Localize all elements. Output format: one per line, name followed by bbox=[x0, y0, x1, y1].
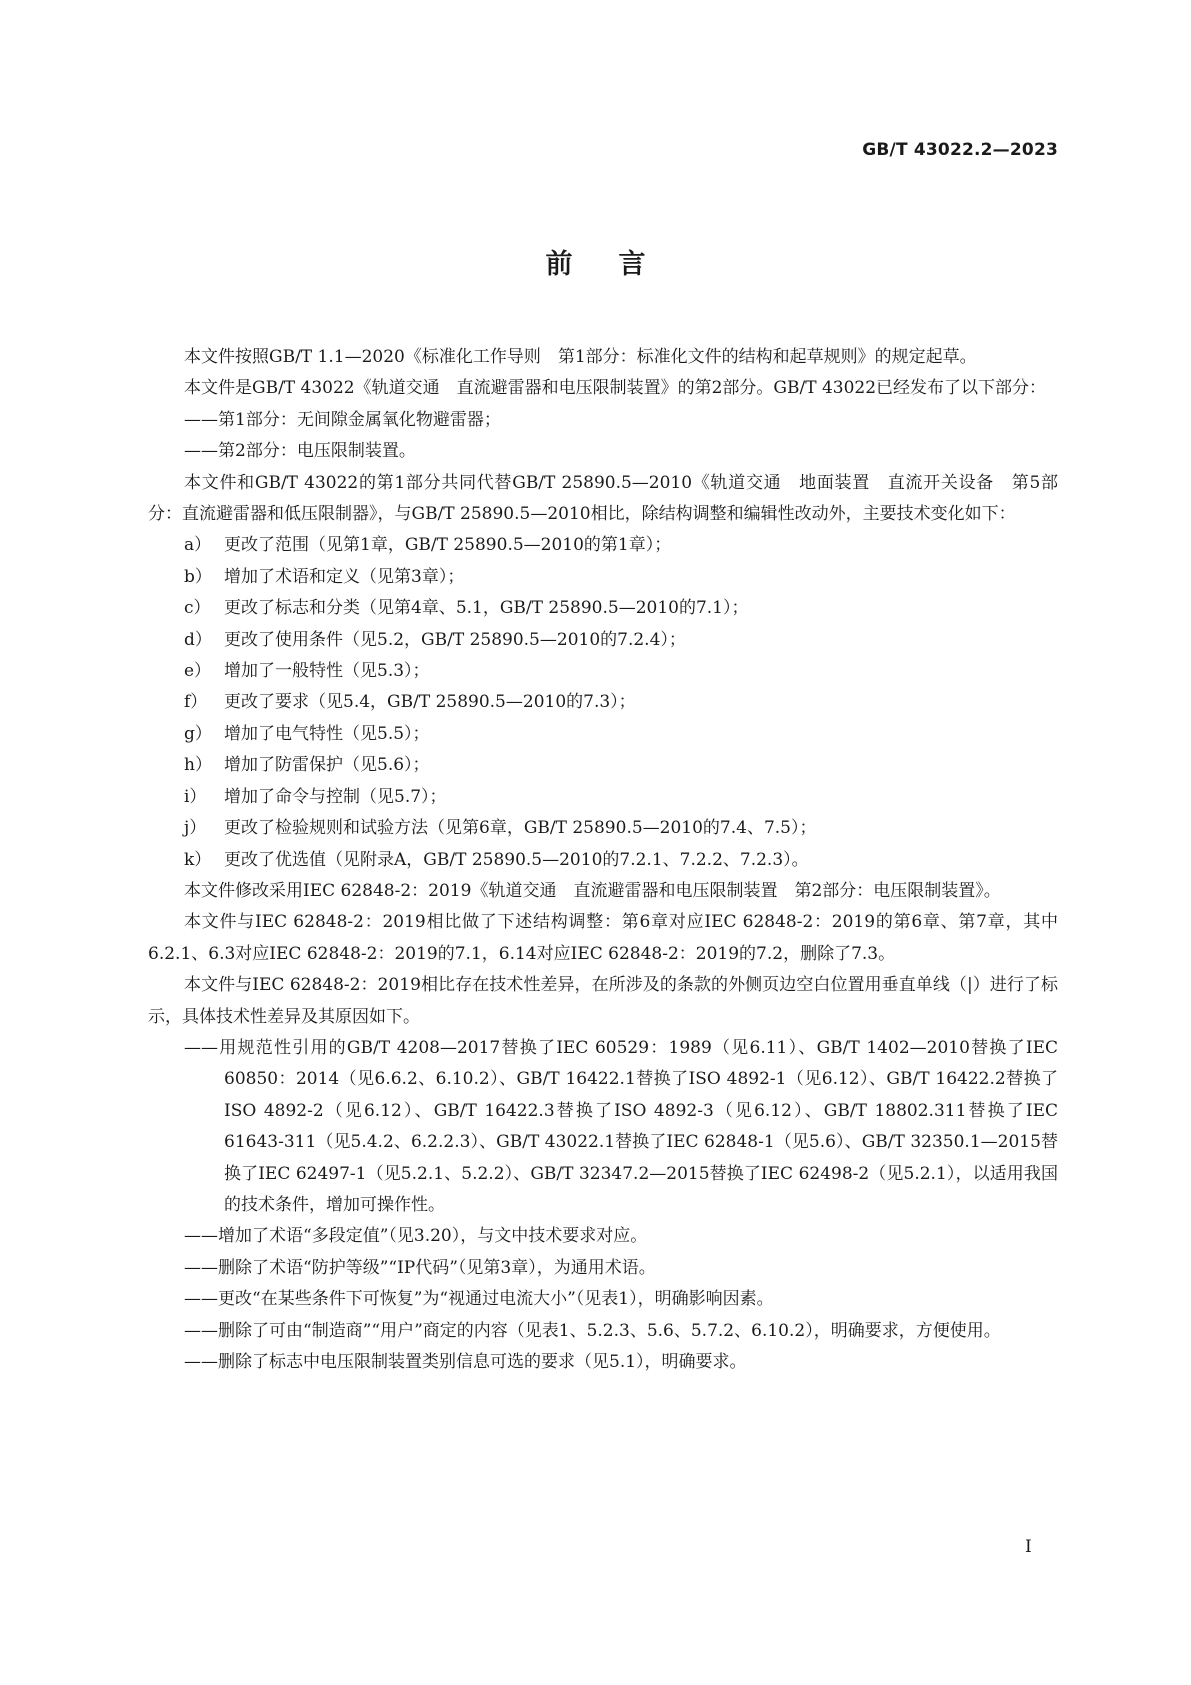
change-item-mark: c） bbox=[184, 598, 211, 619]
paragraph-replacement: 本文件和GB/T 43022的第1部分共同代替GB/T 25890.5—2010《轨道交通 地面装置 直流开关设备 第5部分：直流避雷器和低压限制器》，与GB/T 25890.5—2010相比，除结构调整和编辑性改动外，主要技术变化如下： bbox=[148, 472, 1058, 525]
difference-item-ip-terms: ——删除了术语“防护等级”“IP代码”（见第3章），为通用术语。 bbox=[184, 1257, 656, 1278]
change-item-f bbox=[148, 687, 1058, 718]
preface-body bbox=[148, 342, 1058, 1378]
change-item-text: 更改了标志和分类（见第4章、5.1，GB/T 25890.5—2010的7.1）； bbox=[224, 598, 749, 619]
change-item-d bbox=[148, 625, 1058, 656]
change-item-mark: k） bbox=[184, 849, 212, 870]
change-item-e bbox=[148, 656, 1058, 687]
change-item-text: 增加了术语和定义（见第3章）； bbox=[224, 566, 465, 587]
page-title: 前言 bbox=[545, 249, 692, 280]
paragraph-iec-adoption: 本文件修改采用IEC 62848-2：2019《轨道交通 直流避雷器和电压限制装置 第2部分：电压限制装置》。 bbox=[184, 880, 1001, 901]
difference-item-recovery: ——更改“在某些条件下可恢复”为“视通过电流大小”（见表1），明确影响因素。 bbox=[184, 1289, 774, 1310]
page-number: I bbox=[1025, 1537, 1032, 1557]
change-item-text: 更改了范围（见第1章，GB/T 25890.5—2010的第1章）； bbox=[224, 535, 672, 556]
change-item-i bbox=[148, 782, 1058, 813]
change-item-c bbox=[148, 593, 1058, 624]
difference-item-multi-setting: ——增加了术语“多段定值”（见3.20），与文中技术要求对应。 bbox=[184, 1226, 648, 1247]
change-item-mark: d） bbox=[184, 629, 212, 650]
change-item-text: 增加了电气特性（见5.5）； bbox=[224, 723, 430, 744]
change-item-mark: b） bbox=[184, 566, 212, 587]
change-item-j bbox=[148, 813, 1058, 844]
list-item-part-2: ——第2部分：电压限制装置。 bbox=[184, 441, 416, 462]
standard-number: GB/T 43022.2—2023 bbox=[862, 140, 1058, 160]
change-item-text: 增加了一般特性（见5.3）； bbox=[224, 661, 430, 682]
change-item-text: 更改了检验规则和试验方法（见第6章，GB/T 25890.5—2010的7.4、7.5）； bbox=[224, 818, 817, 839]
change-item-mark: e） bbox=[184, 661, 212, 682]
change-item-g bbox=[148, 719, 1058, 750]
change-item-mark: g） bbox=[184, 723, 212, 744]
paragraph-drafting-rules: 本文件按照GB/T 1.1—2020《标准化工作导则 第1部分：标准化文件的结构和起草规则》的规定起草。 bbox=[184, 347, 977, 367]
change-item-text: 更改了优选值（见附录A，GB/T 25890.5—2010的7.2.1、7.2.2、7.2.3）。 bbox=[224, 849, 809, 870]
difference-item-manufacturer-user: ——删除了可由“制造商”“用户”商定的内容（见表1、5.2.3、5.6、5.7.2、6.10.2），明确要求，方便使用。 bbox=[184, 1320, 1001, 1341]
change-item-mark: h） bbox=[184, 755, 212, 776]
difference-item-normative-references: ——用规范性引用的GB/T 4208—2017替换了IEC 60529：1989（见6.11）、GB/T 1402—2010替换了IEC 60850：2014（见6.6.2、6.10.2）、GB/T 16422.1替换了ISO 4892-1（见6.12）、GB/T 16422.2替换了ISO 4892-2（见6.12）、GB/T 16422.3替换了ISO 4892-3（见6.12）、GB/T 18802.311替换了IEC 61643-311（见5.4.2、6.2.2.3）、GB/T 43022.1替换了IEC 62848-1（见5.6）、GB/T 32350.1—2015替换了IEC 62497-1（见5.2.1、5.2.2）、GB/T 32347.2—2015替换了IEC 62498-2（见5.2.1），以适用我国的技术条件，增加可操作性。 bbox=[184, 1037, 1058, 1215]
change-item-k bbox=[148, 845, 1058, 876]
paragraph-technical-differences: 本文件与IEC 62848-2：2019相比存在技术性差异，在所涉及的条款的外侧页边空白位置用垂直单线（|）进行了标示，具体技术性差异及其原因如下。 bbox=[148, 975, 1058, 1027]
change-item-mark: j） bbox=[184, 818, 207, 839]
change-item-text: 增加了防雷保护（见5.6）； bbox=[224, 755, 430, 776]
change-item-mark: a） bbox=[184, 535, 212, 556]
change-item-a bbox=[148, 530, 1058, 561]
paragraph-part-statement: 本文件是GB/T 43022《轨道交通 直流避雷器和电压限制装置》的第2部分。GB/T 43022已经发布了以下部分： bbox=[184, 378, 1047, 399]
change-item-text: 更改了要求（见5.4，GB/T 25890.5—2010的7.3）； bbox=[224, 692, 636, 713]
change-item-h bbox=[148, 750, 1058, 781]
change-item-mark: i） bbox=[184, 786, 207, 807]
change-item-text: 增加了命令与控制（见5.7）； bbox=[224, 786, 447, 807]
change-item-text: 更改了使用条件（见5.2，GB/T 25890.5—2010的7.2.4）； bbox=[224, 629, 686, 650]
difference-item-marking: ——删除了标志中电压限制装置类别信息可选的要求（见5.1），明确要求。 bbox=[184, 1352, 747, 1372]
paragraph-structure-changes: 本文件与IEC 62848-2：2019相比做了下述结构调整：第6章对应IEC 62848-2：2019的第6章、第7章，其中6.2.1、6.3对应IEC 62848-2：2019的7.1，6.14对应IEC 62848-2：2019的7.2，删除了7.3。 bbox=[148, 912, 1058, 964]
list-item-part-1: ——第1部分：无间隙金属氧化物避雷器； bbox=[184, 409, 501, 430]
change-item-mark: f） bbox=[184, 692, 208, 713]
change-item-b bbox=[148, 562, 1058, 593]
